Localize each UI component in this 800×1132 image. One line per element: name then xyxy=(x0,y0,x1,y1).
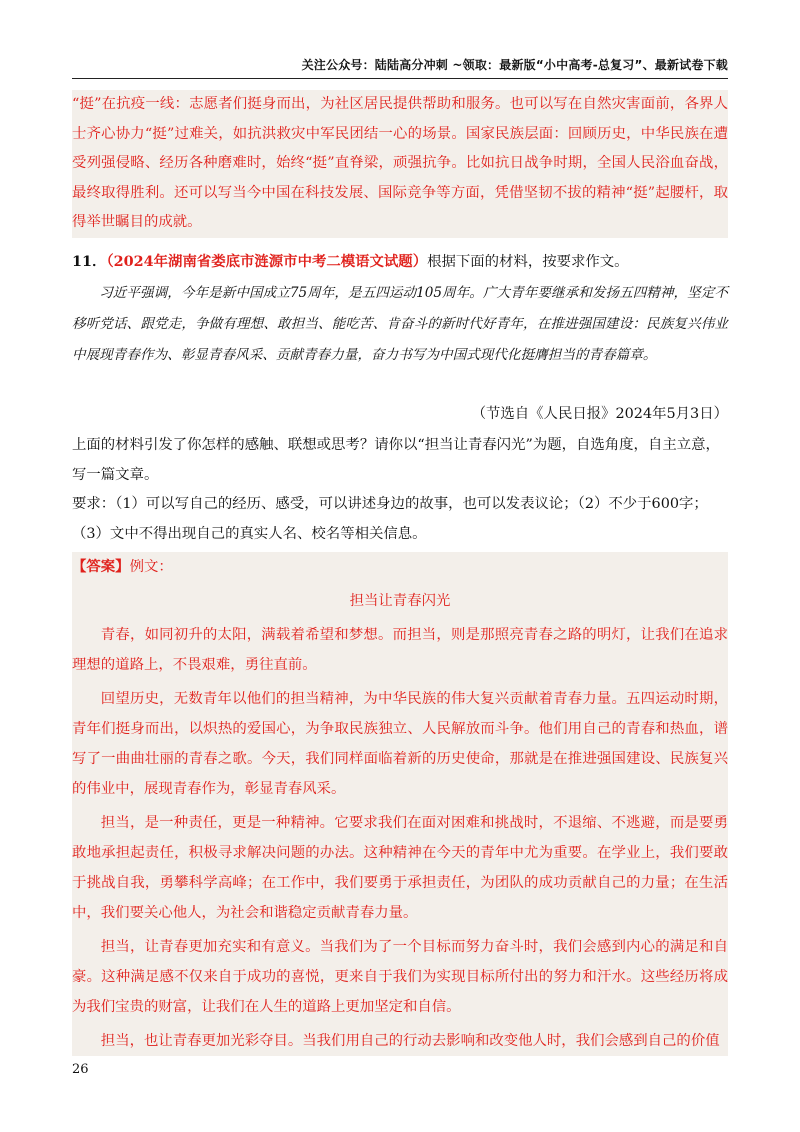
essay-paragraph: 担当，也让青春更加光彩夺目。当我们用自己的行动去影响和改变他人时，我们会感到自己的价值 xyxy=(100,1033,720,1049)
header-rule xyxy=(72,78,728,79)
answer-lead: 例文： xyxy=(129,559,173,575)
question-number: 11． xyxy=(72,253,107,270)
question-source: （2024年湖南省娄底市涟源市中考二模语文试题） xyxy=(106,253,428,270)
page-number: 26 xyxy=(72,1062,89,1077)
page-header: 关注公众号：陆陆高分冲刺 ~领取：最新版“小中高考-总复习”、最新试卷下载 xyxy=(301,58,728,72)
question-line xyxy=(72,247,728,277)
material-citation: （节选自《人民日报》2024年5月3日） xyxy=(471,406,728,422)
answer-tag: 【答案】 xyxy=(72,558,130,575)
essay-requirements xyxy=(72,490,728,549)
question-instruction: 根据下面的材料，按要求作文。 xyxy=(427,254,629,270)
essay-paragraph: 担当，让青春更加充实和有意义。当我们为了一个目标而努力奋斗时，我们会感到内心的满足和自豪。这种满足感不仅来自于成功的喜悦，更来自于我们为实现目标所付出的努力和汗水。这些经历将成为我们宝贵的财富，让我们在人生的道路上更加坚定和自信。 xyxy=(72,939,728,1015)
essay-paragraph: 青春，如同初升的太阳，满载着希望和梦想。而担当，则是那照亮青春之路的明灯，让我们在追求理想的道路上，不畏艰难，勇往直前。 xyxy=(72,627,728,673)
answer-block xyxy=(72,552,728,1056)
previous-answer-block: “挺”在抗疫一线：志愿者们挺身而出，为社区居民提供帮助和服务。也可以写在自然灾害面前，各界人士齐心协力“挺”过难关，如抗洪救灾中军民团结一心的场景。国家民族层面：回顾历史，中华民族在遭受列强侵略、经历各种磨难时，始终“挺”直脊梁，顽强抗争。比如抗日战争时期，全国人民浴血奋战，最终取得胜利。还可以写当今中国在科技发展、国际竞争等方面，凭借坚韧不拔的精神“挺”起腰杆，取得举世瞩目的成就。 xyxy=(72,90,728,238)
essay-title: 担当让青春闪光 xyxy=(349,593,451,609)
essay-paragraph: 担当，是一种责任，更是一种精神。它要求我们在面对困难和挑战时，不退缩、不逃避，而是要勇敢地承担起责任，积极寻求解决问题的办法。这种精神在今天的青年中尤为重要。在学业上，我们要敢于挑战自我，勇攀科学高峰；在工作中，我们要勇于承担责任，为团队的成功贡献自己的力量；在生活中，我们要关心他人，为社会和谐稳定贡献青春力量。 xyxy=(72,815,728,921)
question-material: 习近平强调，今年是新中国成立75周年，是五四运动105周年。广大青年要继承和发扬五四精神，坚定不移听党话、跟党走，争做有理想、敢担当、能吃苦、肯奋斗的新时代好青年，在推进强国建设：民族复兴伟业中展现青春作为、彰显青春风采、贡献青春力量，奋力书写为中国式现代化挺膺担当的青春篇章。 xyxy=(72,285,728,363)
requirement-line-1: 要求：（1）可以写自己的经历、感受，可以讲述身边的故事，也可以发表议论；（2）不少于600字； xyxy=(72,496,708,512)
requirement-line-2: （3）文中不得出现自己的真实人名、校名等相关信息。 xyxy=(72,525,427,542)
essay-prompt: 上面的材料引发了你怎样的感触、联想或思考？请你以“担当让青春闪光”为题，自选角度，自主立意，写一篇文章。 xyxy=(72,437,720,483)
answer-heading xyxy=(72,552,728,582)
essay-paragraph: 回望历史，无数青年以他们的担当精神，为中华民族的伟大复兴贡献着青春力量。五四运动时期，青年们挺身而出，以炽热的爱国心，为争取民族独立、人民解放而斗争。他们用自己的青春和热血，谱写了一曲曲壮丽的青春之歌。今天，我们同样面临着新的历史使命，那就是在推进强国建设、民族复兴的伟业中，展现青春作为，彰显青春风采。 xyxy=(72,691,728,797)
